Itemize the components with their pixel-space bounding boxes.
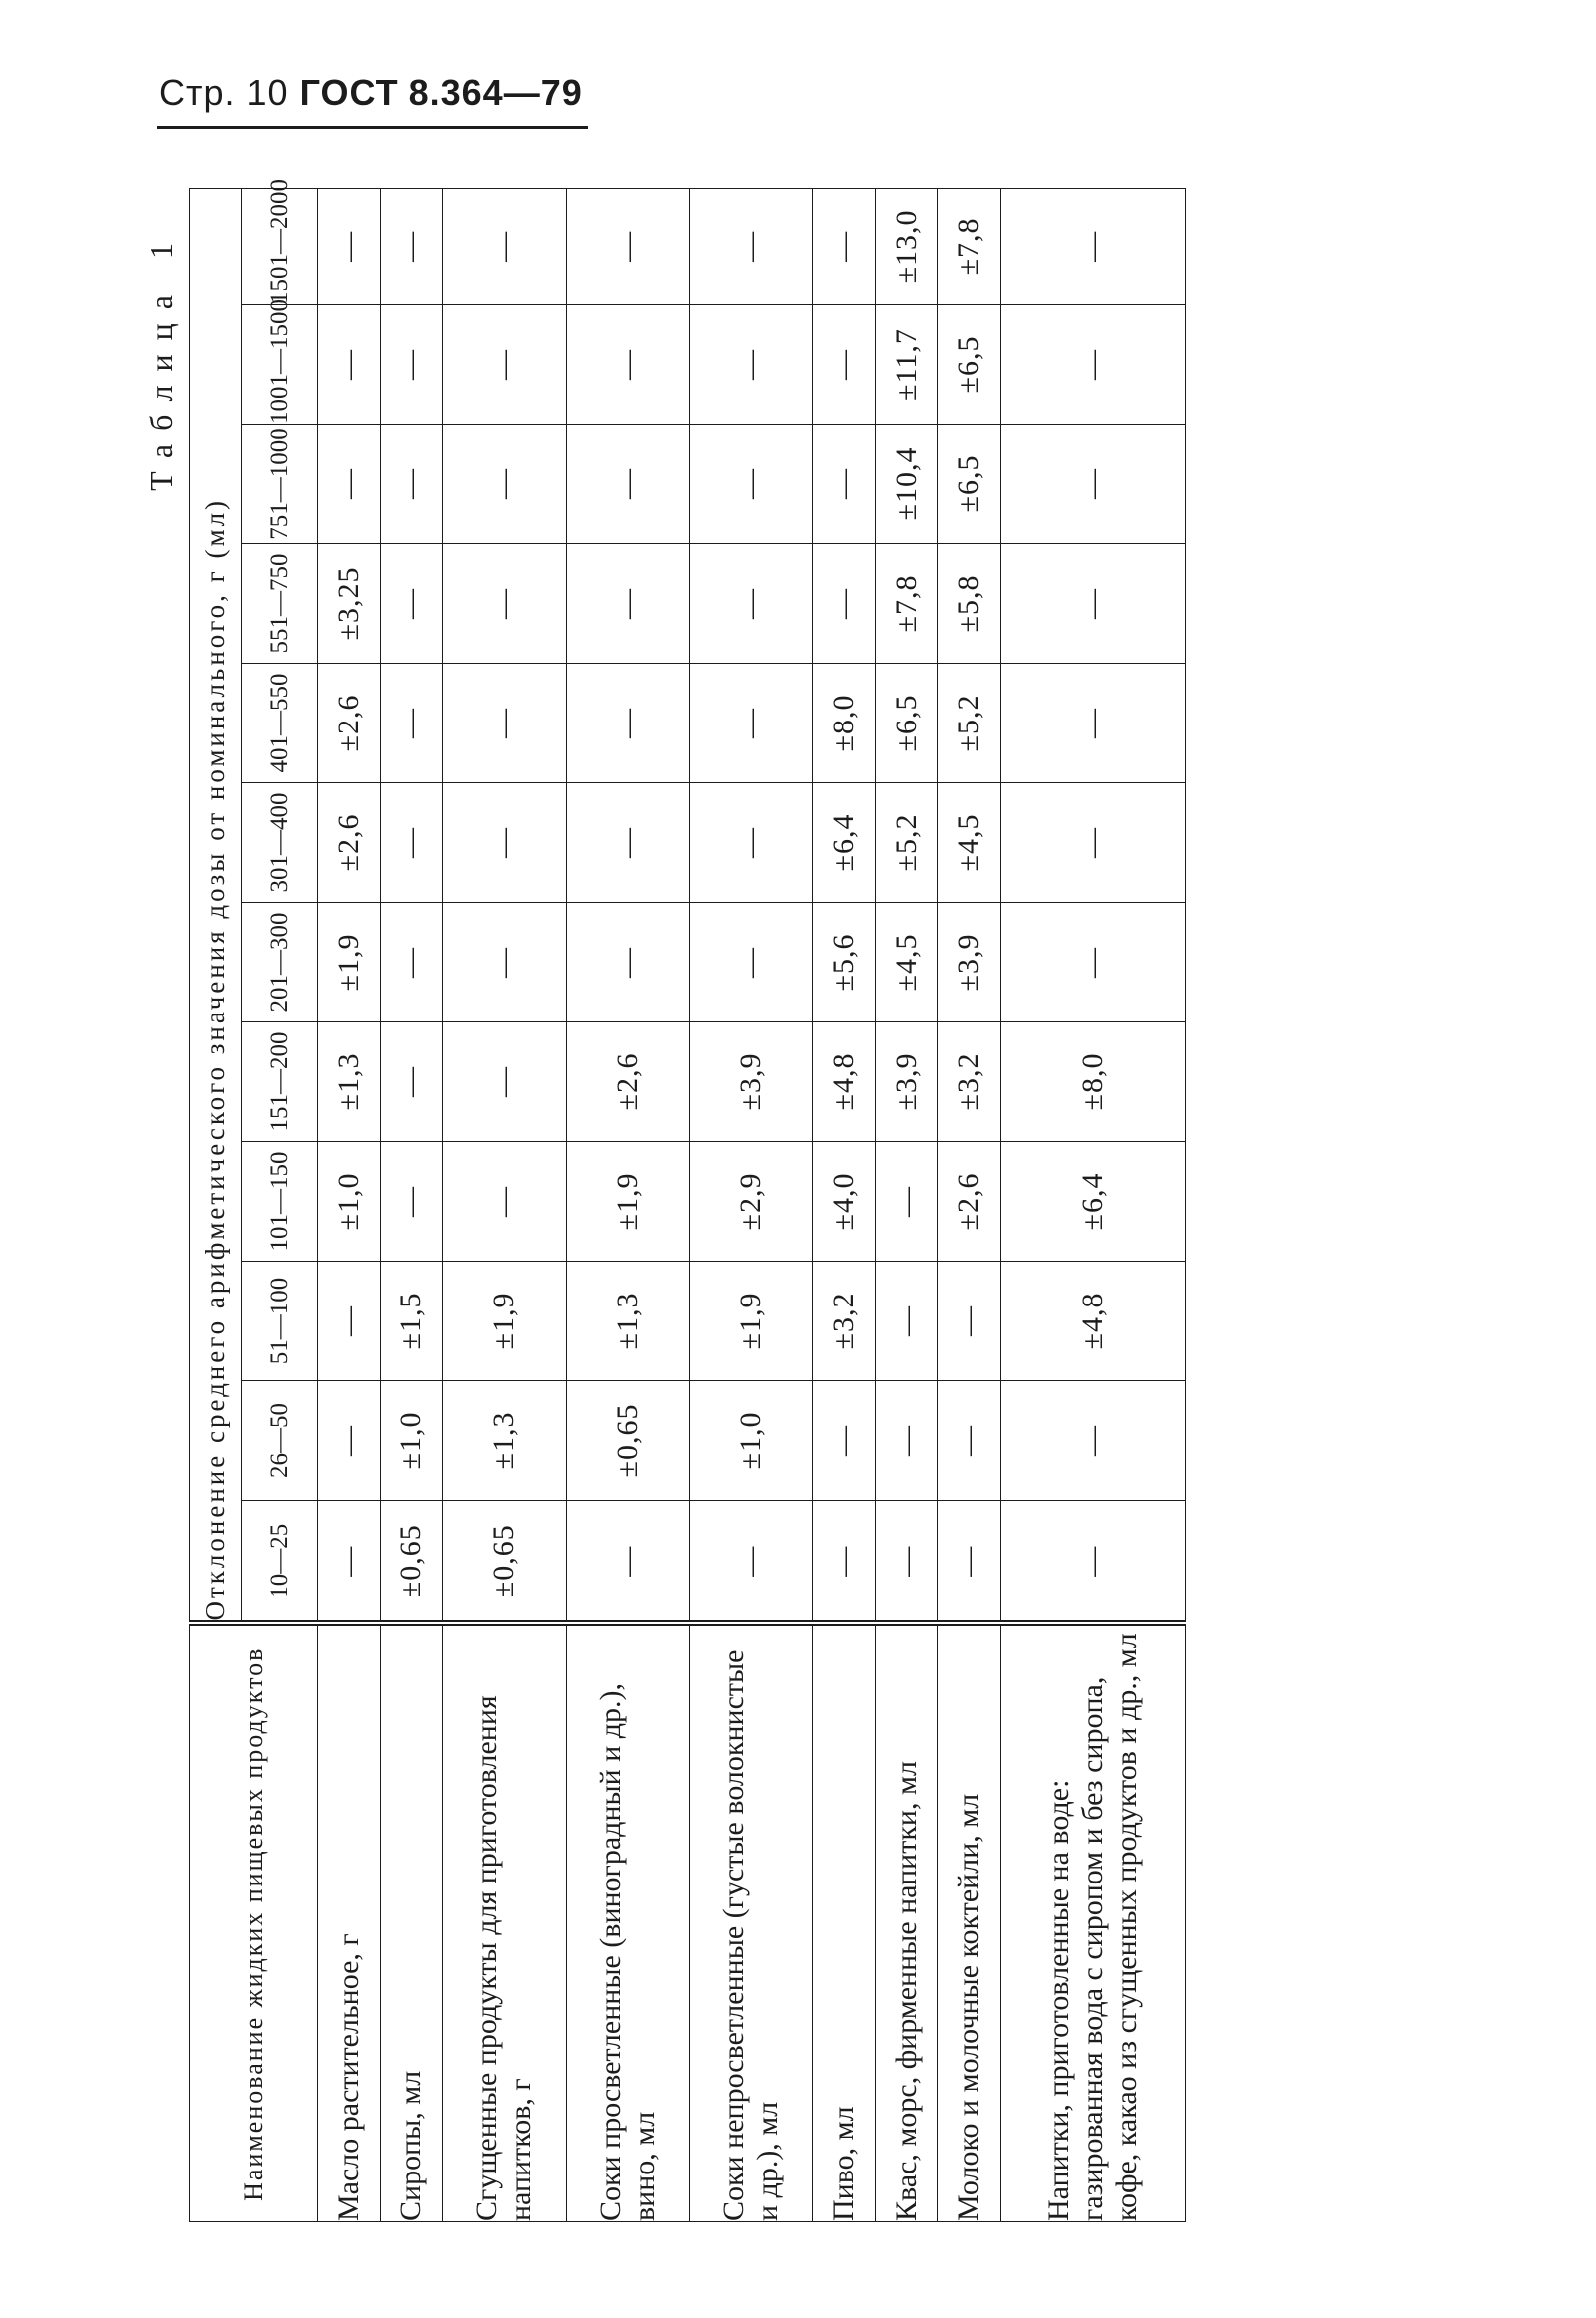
- range-header: 401—550: [242, 664, 318, 783]
- deviation-value: ±1,0: [689, 1381, 813, 1501]
- deviation-value: —: [689, 1501, 813, 1624]
- deviation-value: ±5,2: [938, 664, 1001, 783]
- deviation-value: ±2,6: [318, 664, 381, 783]
- deviation-value: ±1,3: [442, 1381, 566, 1501]
- product-name: Молоко и молочные коктейли, мл: [938, 1624, 1001, 2222]
- deviation-value: —: [566, 544, 689, 664]
- deviation-value: ±6,5: [876, 664, 938, 783]
- deviation-value: —: [813, 188, 876, 304]
- deviation-value: —: [566, 305, 689, 425]
- deviation-value: —: [442, 1022, 566, 1142]
- deviation-value: —: [442, 664, 566, 783]
- deviation-value: —: [876, 1142, 938, 1262]
- deviation-value: ±1,9: [442, 1262, 566, 1381]
- deviation-value: —: [813, 1381, 876, 1501]
- deviation-value: —: [566, 664, 689, 783]
- deviation-value: —: [813, 1501, 876, 1624]
- deviation-value: —: [442, 1142, 566, 1262]
- deviation-value: —: [1000, 664, 1185, 783]
- product-name: Соки просветленные (виноградный и др.), вино, мл: [566, 1624, 689, 2222]
- deviation-value: ±6,5: [938, 305, 1001, 425]
- deviation-value: ±1,3: [318, 1022, 381, 1142]
- deviation-value: —: [876, 1262, 938, 1381]
- range-header: 26—50: [242, 1381, 318, 1501]
- deviation-value: ±0,65: [442, 1501, 566, 1624]
- deviation-value: —: [380, 783, 442, 903]
- deviation-value: —: [689, 903, 813, 1022]
- deviation-value: —: [1000, 783, 1185, 903]
- deviation-value: ±6,5: [938, 425, 1001, 544]
- deviation-value: —: [876, 1501, 938, 1624]
- deviation-value: —: [1000, 305, 1185, 425]
- deviation-value: —: [380, 188, 442, 304]
- deviation-value: —: [318, 188, 381, 304]
- deviation-value: —: [689, 544, 813, 664]
- deviation-value: ±1,3: [566, 1262, 689, 1381]
- deviation-value: ±7,8: [876, 544, 938, 664]
- deviation-value: —: [442, 188, 566, 304]
- deviation-value: —: [813, 425, 876, 544]
- deviation-value: —: [1000, 425, 1185, 544]
- deviation-value: —: [876, 1381, 938, 1501]
- range-header: 1501—2000: [242, 188, 318, 304]
- deviation-value: —: [938, 1501, 1001, 1624]
- deviation-value: —: [442, 544, 566, 664]
- table-row: [813, 188, 876, 2221]
- deviation-value: ±1,0: [380, 1381, 442, 1501]
- deviation-value: ±4,5: [938, 783, 1001, 903]
- range-header: 151—200: [242, 1022, 318, 1142]
- range-header: 1001—1500: [242, 305, 318, 425]
- deviation-value: —: [442, 305, 566, 425]
- header-rule: [157, 126, 588, 129]
- deviation-value: ±1,0: [318, 1142, 381, 1262]
- table-row: [689, 188, 813, 2221]
- deviation-value: —: [689, 664, 813, 783]
- deviation-value: ±8,0: [813, 664, 876, 783]
- deviation-value: ±2,6: [938, 1142, 1001, 1262]
- product-name: Сиропы, мл: [380, 1624, 442, 2222]
- range-header: 201—300: [242, 903, 318, 1022]
- deviation-value: —: [689, 425, 813, 544]
- table-row: [938, 188, 1001, 2221]
- page-header: [159, 72, 583, 114]
- deviation-value: ±1,9: [566, 1142, 689, 1262]
- deviation-value: ±1,5: [380, 1262, 442, 1381]
- table-row: [442, 188, 566, 2221]
- deviation-value: —: [318, 1262, 381, 1381]
- deviation-value: —: [1000, 1381, 1185, 1501]
- product-name: Пиво, мл: [813, 1624, 876, 2222]
- deviation-value: —: [689, 188, 813, 304]
- gost-number: ГОСТ 8.364—79: [299, 72, 583, 113]
- deviation-value: ±4,8: [1000, 1262, 1185, 1381]
- deviation-value: —: [380, 425, 442, 544]
- deviation-value: ±6,4: [813, 783, 876, 903]
- deviation-value: —: [380, 903, 442, 1022]
- product-name: Сгущенные продукты для приготовления напитков, г: [442, 1624, 566, 2222]
- product-name: Масло растительное, г: [318, 1624, 381, 2222]
- product-name: Напитки, приготовленные на воде: газированная вода с сиропом и без сиропа, кофе, какао из сгущенных продуктов и др., мл: [1000, 1624, 1185, 2222]
- deviation-value: ±4,8: [813, 1022, 876, 1142]
- deviation-value: ±2,9: [689, 1142, 813, 1262]
- deviation-value: —: [442, 425, 566, 544]
- deviation-value: —: [380, 1142, 442, 1262]
- deviation-value: ±6,4: [1000, 1142, 1185, 1262]
- table-row: [876, 188, 938, 2221]
- deviation-value: ±3,9: [876, 1022, 938, 1142]
- deviation-value: ±2,6: [566, 1022, 689, 1142]
- page-number: Стр. 10: [159, 72, 289, 113]
- deviation-value: —: [566, 783, 689, 903]
- deviation-value: ±1,9: [689, 1262, 813, 1381]
- range-header: 751—1000: [242, 425, 318, 544]
- deviation-value: ±5,8: [938, 544, 1001, 664]
- deviation-value: —: [380, 544, 442, 664]
- deviation-value: —: [1000, 1501, 1185, 1624]
- deviation-table: [189, 179, 1186, 2222]
- deviation-value: —: [689, 305, 813, 425]
- deviation-value: ±8,0: [1000, 1022, 1185, 1142]
- product-name: Соки непросветленные (густые волокнистые и др.), мл: [689, 1624, 813, 2222]
- table-caption: Таблица 1: [143, 229, 179, 491]
- deviation-value: ±11,7: [876, 305, 938, 425]
- deviation-header: Отклонение среднего арифметического значения дозы от номинального, г (мл): [190, 188, 242, 1623]
- range-header: 301—400: [242, 783, 318, 903]
- deviation-value: —: [318, 1501, 381, 1624]
- deviation-value: ±0,65: [566, 1381, 689, 1501]
- rotated-table-block: [139, 179, 1186, 2222]
- deviation-value: ±5,6: [813, 903, 876, 1022]
- range-header: 51—100: [242, 1262, 318, 1381]
- deviation-value: —: [318, 425, 381, 544]
- product-name: Квас, морс, фирменные напитки, мл: [876, 1624, 938, 2222]
- deviation-value: ±4,5: [876, 903, 938, 1022]
- name-column-header: Наименование жидких пищевых продуктов: [190, 1624, 318, 2222]
- deviation-value: —: [689, 783, 813, 903]
- deviation-value: —: [1000, 544, 1185, 664]
- table-row: [566, 188, 689, 2221]
- deviation-value: —: [813, 544, 876, 664]
- deviation-value: —: [566, 903, 689, 1022]
- range-header: 10—25: [242, 1501, 318, 1624]
- deviation-value: —: [1000, 188, 1185, 304]
- deviation-value: ±0,65: [380, 1501, 442, 1624]
- deviation-value: —: [938, 1262, 1001, 1381]
- range-header: 101—150: [242, 1142, 318, 1262]
- table-row: [1000, 188, 1185, 2221]
- deviation-value: —: [566, 425, 689, 544]
- deviation-value: ±3,2: [813, 1262, 876, 1381]
- deviation-value: —: [380, 1022, 442, 1142]
- deviation-value: —: [442, 783, 566, 903]
- deviation-value: ±7,8: [938, 188, 1001, 304]
- deviation-value: —: [442, 903, 566, 1022]
- deviation-value: ±3,25: [318, 544, 381, 664]
- deviation-value: ±3,9: [938, 903, 1001, 1022]
- deviation-value: —: [1000, 903, 1185, 1022]
- deviation-value: ±10,4: [876, 425, 938, 544]
- deviation-value: —: [318, 305, 381, 425]
- deviation-value: ±1,9: [318, 903, 381, 1022]
- deviation-value: —: [380, 664, 442, 783]
- deviation-value: ±3,2: [938, 1022, 1001, 1142]
- deviation-value: ±2,6: [318, 783, 381, 903]
- deviation-value: —: [566, 1501, 689, 1624]
- table-row: [380, 188, 442, 2221]
- deviation-value: —: [813, 305, 876, 425]
- deviation-value: —: [380, 305, 442, 425]
- deviation-value: —: [938, 1381, 1001, 1501]
- range-header: 551—750: [242, 544, 318, 664]
- deviation-value: ±3,9: [689, 1022, 813, 1142]
- table-row: [318, 188, 381, 2221]
- deviation-value: ±5,2: [876, 783, 938, 903]
- deviation-value: ±4,0: [813, 1142, 876, 1262]
- deviation-value: —: [318, 1381, 381, 1501]
- deviation-value: —: [566, 188, 689, 304]
- deviation-value: ±13,0: [876, 188, 938, 304]
